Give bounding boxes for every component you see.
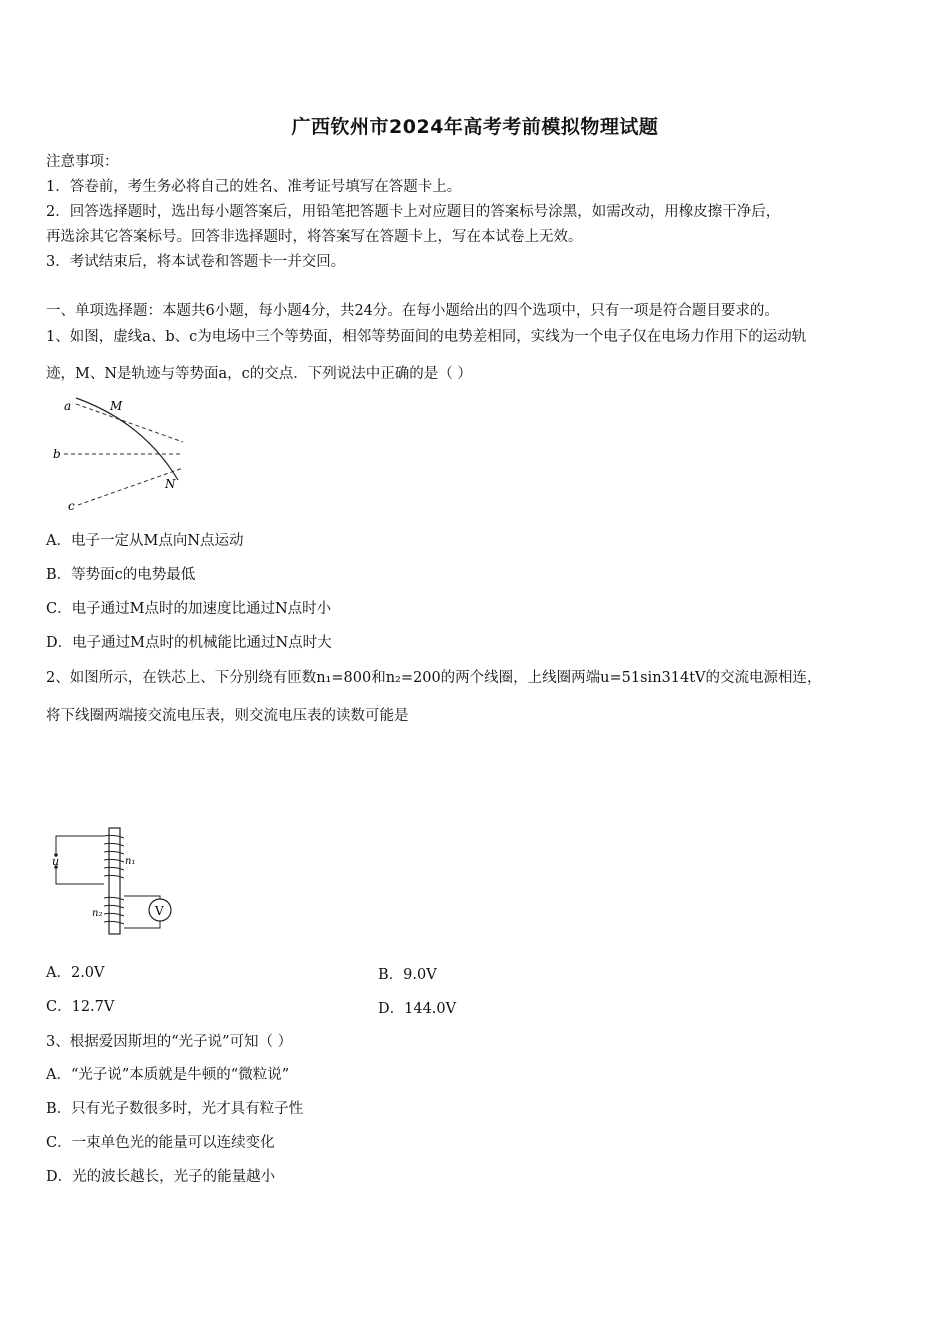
q1-option-d: D．电子通过M点时的机械能比通过N点时大 (46, 635, 332, 651)
q1-option-a: A．电子一定从M点向N点运动 (46, 533, 244, 549)
page-title: 广西钦州市2024年高考考前模拟物理试题 (291, 116, 659, 138)
notice-item: 3．考试结束后，将本试卷和答题卡一并交回。 (46, 254, 346, 270)
label-n2: n₂ (92, 908, 103, 919)
q2-option-c: C．12.7V (46, 999, 115, 1015)
q3-option-a: A．“光子说”本质就是牛顿的“微粒说” (46, 1067, 290, 1083)
q1-option-b: B．等势面c的电势最低 (46, 567, 196, 583)
notice-item: 2．回答选择题时，选出每小题答案后，用铅笔把答题卡上对应题目的答案标号涂黑，如需改动，用橡皮擦干净后， (46, 204, 781, 220)
section-heading: 一、单项选择题：本题共6小题，每小题4分，共24分。在每小题给出的四个选项中，只有一项是符合题目要求的。 (46, 303, 779, 319)
notice-item: 1．答卷前，考生务必将自己的姓名、准考证号填写在答题卡上。 (46, 179, 462, 195)
q1-stem-line1: 1、如图，虚线a、b、c为电场中三个等势面，相邻等势面间的电势差相同，实线为一个电子仅在电场力作用下的运动轨 (46, 329, 807, 345)
q1-option-c: C．电子通过M点时的加速度比通过N点时小 (46, 601, 332, 617)
q2-stem-line2: 将下线圈两端接交流电压表，则交流电压表的读数可能是 (46, 708, 409, 724)
q3-option-b: B．只有光子数很多时，光才具有粒子性 (46, 1101, 304, 1117)
q3-option-c: C．一束单色光的能量可以连续变化 (46, 1135, 275, 1151)
q2-transformer-figure (48, 824, 183, 939)
q3-stem: 3、根据爱因斯坦的“光子说”可知（ ） (46, 1034, 293, 1050)
label-a: a (64, 399, 72, 413)
q1-stem-line2: 迹，M、N是轨迹与等势面a，c的交点．下列说法中正确的是（ ） (46, 366, 472, 382)
electron-trajectory (76, 398, 178, 480)
notice-heading: 注意事项： (46, 154, 119, 170)
notice-item: 再选涂其它答案标号。回答非选择题时，将答案写在答题卡上，写在本试卷上无效。 (46, 229, 583, 245)
q2-stem-line1: 2、如图所示，在铁芯上、下分别绕有匝数n₁=800和n₂=200的两个线圈，上线圈两端u=51sin314tV的交流电源相连， (46, 670, 822, 686)
q2-option-b: B．9.0V (378, 967, 437, 983)
label-c: c (68, 499, 75, 513)
label-M: M (110, 399, 123, 413)
q2-option-d: D．144.0V (378, 1001, 457, 1017)
label-u: u (52, 855, 60, 868)
q1-equipotential-figure (48, 392, 193, 517)
q2-option-a: A．2.0V (46, 965, 105, 981)
equipotential-line-a (76, 404, 183, 442)
label-V: V (155, 904, 164, 918)
label-b: b (53, 447, 61, 461)
label-n1: n₁ (125, 856, 136, 867)
q3-option-d: D．光的波长越长，光子的能量越小 (46, 1169, 276, 1185)
label-N: N (165, 477, 176, 491)
